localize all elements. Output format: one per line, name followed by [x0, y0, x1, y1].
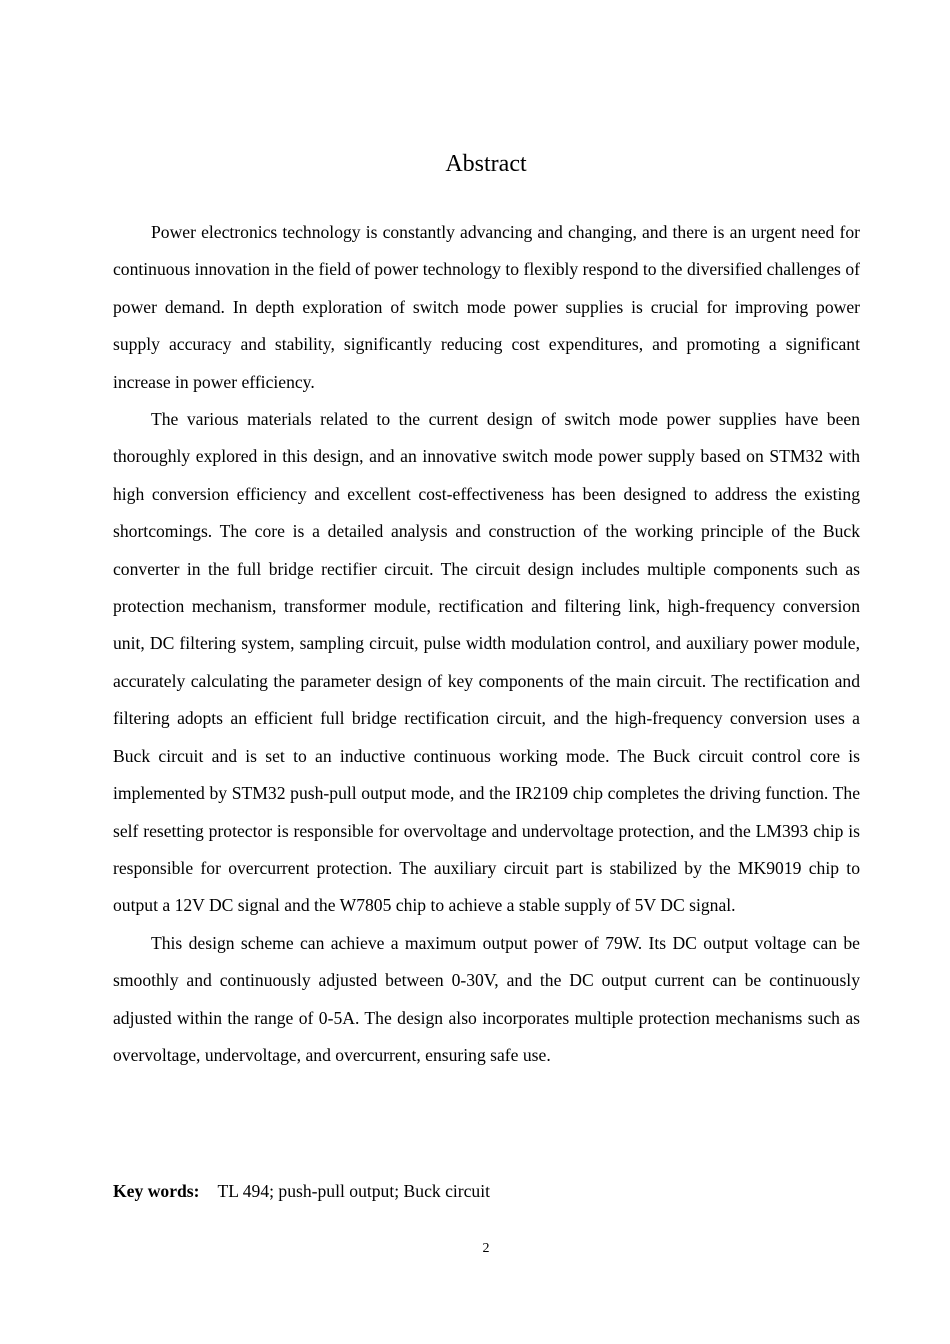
- abstract-paragraph-2: The various materials related to the current design of switch mode power supplies have been thoroughly explored in this design, and an innovative switch mode power supply based on STM32 with high conversion efficiency and excellent cost-effectiveness has been designed to address the existing shortcomings. The core is a detailed analysis and construction of the working principle of the Buck converter in the full bridge rectifier circuit. The circuit design includes multiple components such as protection mechanism, transformer module, rectification and filtering link, high-frequency conversion unit, DC filtering system, sampling circuit, pulse width modulation control, and auxiliary power module, accurately calculating the parameter design of key components of the main circuit. The rectification and filtering adopts an efficient full bridge rectification circuit, and the high-frequency conversion uses a Buck circuit and is set to an inductive continuous working mode. The Buck circuit control core is implemented by STM32 push-pull output mode, and the IR2109 chip completes the driving function. The self resetting protector is responsible for overvoltage and undervoltage protection, and the LM393 chip is responsible for overcurrent protection. The auxiliary circuit part is stabilized by the MK9019 chip to output a 12V DC signal and the W7805 chip to achieve a stable supply of 5V DC signal.: [113, 409, 860, 916]
- abstract-paragraph-3: This design scheme can achieve a maximum output power of 79W. Its DC output voltage can be smoothly and continuously adjusted between 0-30V, and the DC output current can be continuously adjusted within the range of 0-5A. The design also incorporates multiple protection mechanisms such as overvoltage, undervoltage, and overcurrent, ensuring safe use.: [113, 932, 860, 1065]
- keywords-label: Key words:: [113, 1181, 200, 1201]
- abstract-paragraph-1: Power electronics technology is constantly advancing and changing, and there is an urgent need for continuous innovation in the field of power technology to flexibly respond to the diversified challenges of power demand. In depth exploration of switch mode power supplies is crucial for improving power supply accuracy and stability, significantly reducing cost expenditures, and promoting a significant increase in power efficiency.: [113, 222, 860, 392]
- page-number: 2: [482, 1241, 490, 1256]
- abstract-title: Abstract: [445, 151, 527, 177]
- keywords-text: TL 494; push-pull output; Buck circuit: [217, 1181, 491, 1201]
- abstract-body: [113, 214, 860, 1074]
- keywords-line: [113, 1176, 860, 1206]
